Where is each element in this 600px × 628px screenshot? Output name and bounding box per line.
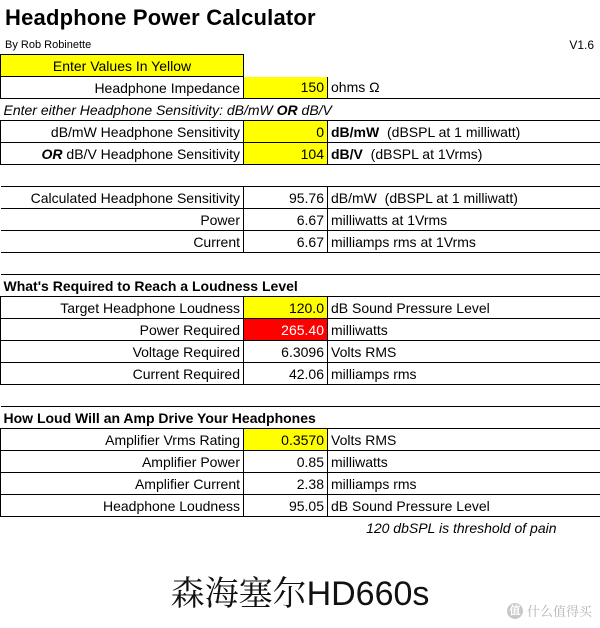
sensitivity-v-unit — [328, 143, 600, 165]
sensitivity-prompt-after: dB/V — [297, 101, 332, 118]
impedance-unit: ohms Ω — [328, 77, 600, 99]
watermark-text: 什么值得买 — [526, 604, 592, 619]
amp-power-label: Amplifier Power — [1, 451, 244, 473]
calc-current-unit: milliamps rms at 1Vrms — [328, 231, 600, 253]
sensitivity-v-label-text: dB/V Headphone Sensitivity — [62, 145, 240, 162]
banner-row — [1, 55, 600, 77]
calc-power-value: 6.67 — [244, 209, 328, 231]
sensitivity-prompt-before: Enter either Headphone Sensitivity: dB/mW — [3, 101, 277, 118]
impedance-input[interactable]: 150 — [244, 77, 328, 99]
power-required-value: 265.40 — [244, 319, 328, 341]
current-required-label: Current Required — [1, 363, 244, 385]
amp-power-value: 0.85 — [244, 451, 328, 473]
power-required-row — [1, 319, 600, 341]
enter-values-banner: Enter Values In Yellow — [1, 55, 244, 77]
product-caption: 森海塞尔HD660s — [170, 575, 430, 613]
power-required-unit: milliwatts — [328, 319, 600, 341]
sensitivity-mw-unit-bold: dB/mW — [331, 123, 380, 140]
calc-sensitivity-unit: dB/mW (dBSPL at 1 milliwatt) — [328, 187, 600, 209]
spacer-row — [1, 385, 600, 407]
current-required-unit: milliamps rms — [328, 363, 600, 385]
amp-current-label: Amplifier Current — [1, 473, 244, 495]
voltage-required-row — [1, 341, 600, 363]
target-loudness-row — [1, 297, 600, 319]
sensitivity-v-label — [1, 143, 244, 165]
amp-vrms-unit: Volts RMS — [328, 429, 600, 451]
version-label: V1.6 — [569, 38, 594, 52]
amp-heading-row — [1, 407, 600, 429]
voltage-required-value: 6.3096 — [244, 341, 328, 363]
spacer-row — [1, 165, 600, 187]
calc-sensitivity-row — [1, 187, 600, 209]
headphone-loudness-value: 95.05 — [244, 495, 328, 517]
calculator-sheet — [0, 54, 600, 539]
spacer-row — [1, 253, 600, 275]
amp-current-unit: milliamps rms — [328, 473, 600, 495]
calc-current-row — [1, 231, 600, 253]
amp-vrms-input[interactable]: 0.3570 — [244, 429, 328, 451]
sensitivity-v-unit-bold: dB/V — [331, 145, 363, 162]
voltage-required-label: Voltage Required — [1, 341, 244, 363]
sensitivity-prompt — [1, 99, 600, 121]
sensitivity-mw-input[interactable]: 0 — [244, 121, 328, 143]
headphone-loudness-label: Headphone Loudness — [1, 495, 244, 517]
author-byline: By Rob Robinette — [5, 39, 92, 51]
amp-power-row — [1, 451, 600, 473]
amp-vrms-row — [1, 429, 600, 451]
power-required-label: Power Required — [1, 319, 244, 341]
sensitivity-v-unit-rest: (dBSPL at 1Vrms) — [362, 145, 483, 162]
page-title: Headphone Power Calculator — [5, 5, 316, 30]
sensitivity-mw-label: dB/mW Headphone Sensitivity — [1, 121, 244, 143]
sensitivity-v-row — [1, 143, 600, 165]
calc-current-label: Current — [1, 231, 244, 253]
sensitivity-v-label-or: OR — [41, 145, 63, 162]
watermark-logo-icon: 值 — [507, 603, 523, 619]
target-loudness-input[interactable]: 120.0 — [244, 297, 328, 319]
headphone-loudness-row — [1, 495, 600, 517]
impedance-row — [1, 77, 600, 99]
calc-sensitivity-value: 95.76 — [244, 187, 328, 209]
target-loudness-unit: dB Sound Pressure Level — [328, 297, 600, 319]
loudness-heading-row — [1, 275, 600, 297]
current-required-value: 42.06 — [244, 363, 328, 385]
amp-current-row — [1, 473, 600, 495]
sensitivity-mw-row — [1, 121, 600, 143]
pain-threshold-note: 120 dbSPL is threshold of pain — [366, 519, 557, 536]
voltage-required-unit: Volts RMS — [328, 341, 600, 363]
sensitivity-mw-unit-rest: (dBSPL at 1 milliwatt) — [379, 123, 521, 140]
calc-power-unit: milliwatts at 1Vrms — [328, 209, 600, 231]
calc-sensitivity-label: Calculated Headphone Sensitivity — [1, 187, 244, 209]
site-watermark — [507, 601, 592, 620]
calc-power-label: Power — [1, 209, 244, 231]
amp-heading: How Loud Will an Amp Drive Your Headphones — [1, 407, 600, 429]
amp-current-value: 2.38 — [244, 473, 328, 495]
amp-power-unit: milliwatts — [328, 451, 600, 473]
sensitivity-mw-unit — [328, 121, 600, 143]
calc-power-row — [1, 209, 600, 231]
sensitivity-prompt-row — [1, 99, 600, 121]
calc-current-value: 6.67 — [244, 231, 328, 253]
amp-vrms-label: Amplifier Vrms Rating — [1, 429, 244, 451]
impedance-label: Headphone Impedance — [1, 77, 244, 99]
sensitivity-v-input[interactable]: 104 — [244, 143, 328, 165]
note-row — [1, 517, 600, 539]
current-required-row — [1, 363, 600, 385]
sensitivity-prompt-or: OR — [276, 101, 298, 118]
headphone-loudness-unit: dB Sound Pressure Level — [328, 495, 600, 517]
loudness-heading: What's Required to Reach a Loudness Level — [1, 275, 600, 297]
target-loudness-label: Target Headphone Loudness — [1, 297, 244, 319]
